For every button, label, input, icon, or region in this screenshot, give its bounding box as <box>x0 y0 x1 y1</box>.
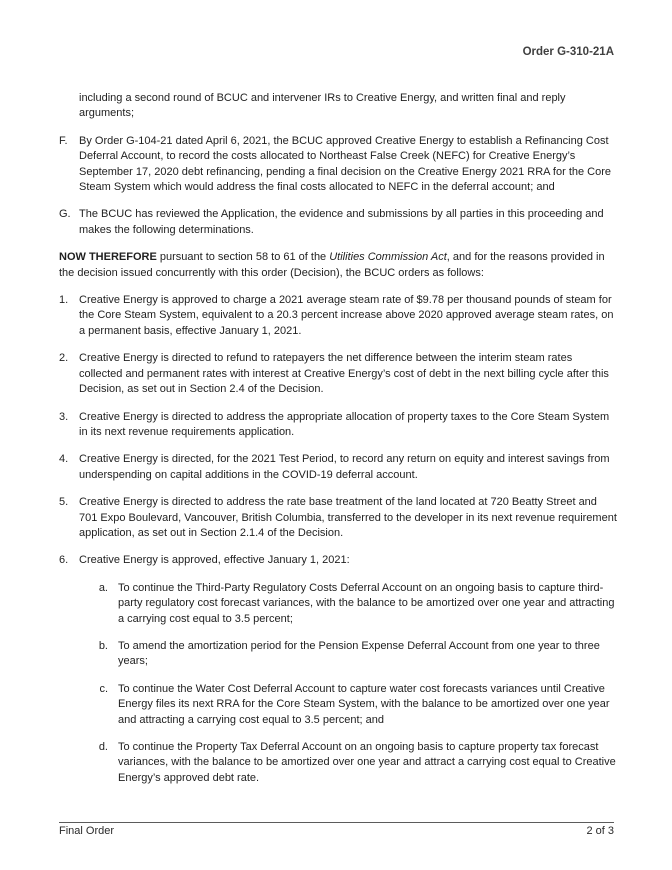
page-footer <box>59 822 614 837</box>
now-therefore-post: , and for the reasons provided in the decision issued concurrently with this order (Decision), the BCUC orders as follows: <box>59 251 605 279</box>
order-text: Creative Energy is approved to charge a 2021 average steam rate of $9.78 per thousand pounds of steam for the Core Steam System, equivalent to a 20.3 percent increase above 2020 approved average steam rates, on a permanent basis, effective January 1, 2021. <box>79 294 614 337</box>
order-marker: 5. <box>59 496 69 509</box>
order-text: Creative Energy is directed to refund to ratepayers the net difference between the interim steam rates collected and permanent rates with interest at Creative Energy’s cost of debt in the next billing cycle after this Decision, as set out in Section 2.4 of the Decision. <box>79 352 609 396</box>
order-marker: 4. <box>59 453 69 466</box>
recital-marker: F. <box>59 134 68 147</box>
sub-order-d <box>79 740 617 786</box>
now-therefore-bold: NOW THEREFORE <box>59 251 157 264</box>
act-name: Utilities Commission Act <box>329 251 447 264</box>
recital-text: The BCUC has reviewed the Application, the evidence and submissions by all parties in this proceeding and makes the following determinations. <box>79 208 604 236</box>
sub-order-list <box>79 581 617 786</box>
order-item-6 <box>59 553 617 568</box>
order-text: Creative Energy is directed, for the 2021 Test Period, to record any return on equity and interest savings from underspending on capital additions in the COVID-19 deferral account. <box>79 453 610 481</box>
order-text: Creative Energy is directed to address the appropriate allocation of property taxes to the Core Steam System in its next revenue requirements application. <box>79 410 610 438</box>
sub-order-text: To continue the Third-Party Regulatory Costs Deferral Account on an ongoing basis to capture third-party regulatory cost forecast variances, with the balance to be amortized over one year and attracting a carrying cost equal to 3.5 percent; <box>118 581 615 625</box>
order-marker: 6. <box>59 554 69 567</box>
recital-g <box>59 207 617 238</box>
order-item-4 <box>59 452 617 483</box>
sub-order-text: To amend the amortization period for the Pension Expense Deferral Account from one year to three years; <box>118 639 600 668</box>
sub-order-marker: a. <box>98 581 108 594</box>
now-therefore-pre: pursuant to section 58 to 61 of the <box>156 251 330 264</box>
sub-order-text: To continue the Property Tax Deferral Account on an ongoing basis to capture property tax forecast variances, with the balance to be amortized over one year and attract a carrying cost equal to Creative Energy’s approved debt rate. <box>118 741 616 784</box>
recital-continuation: including a second round of BCUC and intervener IRs to Creative Energy, and written final and reply arguments; <box>79 92 566 120</box>
order-marker: 2. <box>59 352 69 365</box>
order-item-2 <box>59 351 617 397</box>
order-marker: 3. <box>59 410 69 423</box>
sub-order-marker: d. <box>98 741 108 753</box>
order-text: Creative Energy is directed to address the rate base treatment of the land located at 720 Beatty Street and 701 Expo Boulevard, Vancouver, British Columbia, transferred to the developer in its next revenue requirement application, as set out in Section 2.1.4 of the Decision. <box>79 496 617 539</box>
sub-order-a <box>79 581 617 627</box>
order-marker: 1. <box>59 294 69 307</box>
order-number: Order G-310-21A <box>522 46 614 58</box>
footer-title: Final Order <box>59 825 115 837</box>
order-item-3 <box>59 410 617 441</box>
order-item-5 <box>59 495 617 541</box>
document-body <box>59 91 617 798</box>
sub-order-text: To continue the Water Cost Deferral Account to capture water cost forecasts variances until Creative Energy files its next RRA for the Core Steam System, with the balance to be amortized over one year and attracting a carrying cost equal to 3.5 percent; and <box>118 682 610 726</box>
order-item-1 <box>59 293 617 339</box>
now-therefore-paragraph <box>59 250 617 281</box>
order-text: Creative Energy is approved, effective January 1, 2021: <box>79 554 350 567</box>
sub-order-marker: c. <box>99 682 108 695</box>
sub-order-marker: b. <box>98 639 108 652</box>
sub-order-c <box>79 682 617 728</box>
recital-f <box>59 134 617 196</box>
recital-text: By Order G-104-21 dated April 6, 2021, the BCUC approved Creative Energy to establish a Refinancing Cost Deferral Account, to record the costs allocated to Northeast False Creek (NEFC) for Creative Energy’s September 17, 2020 debt refinancing, pending a final decision on the Creative Energy 2021 RRA for the Core Steam System which would address the final costs allocated to NEFC in the deferral account; and <box>79 134 612 194</box>
recital-marker: G. <box>59 208 71 221</box>
page-number: 2 of 3 <box>586 825 614 837</box>
sub-order-b <box>79 639 617 670</box>
